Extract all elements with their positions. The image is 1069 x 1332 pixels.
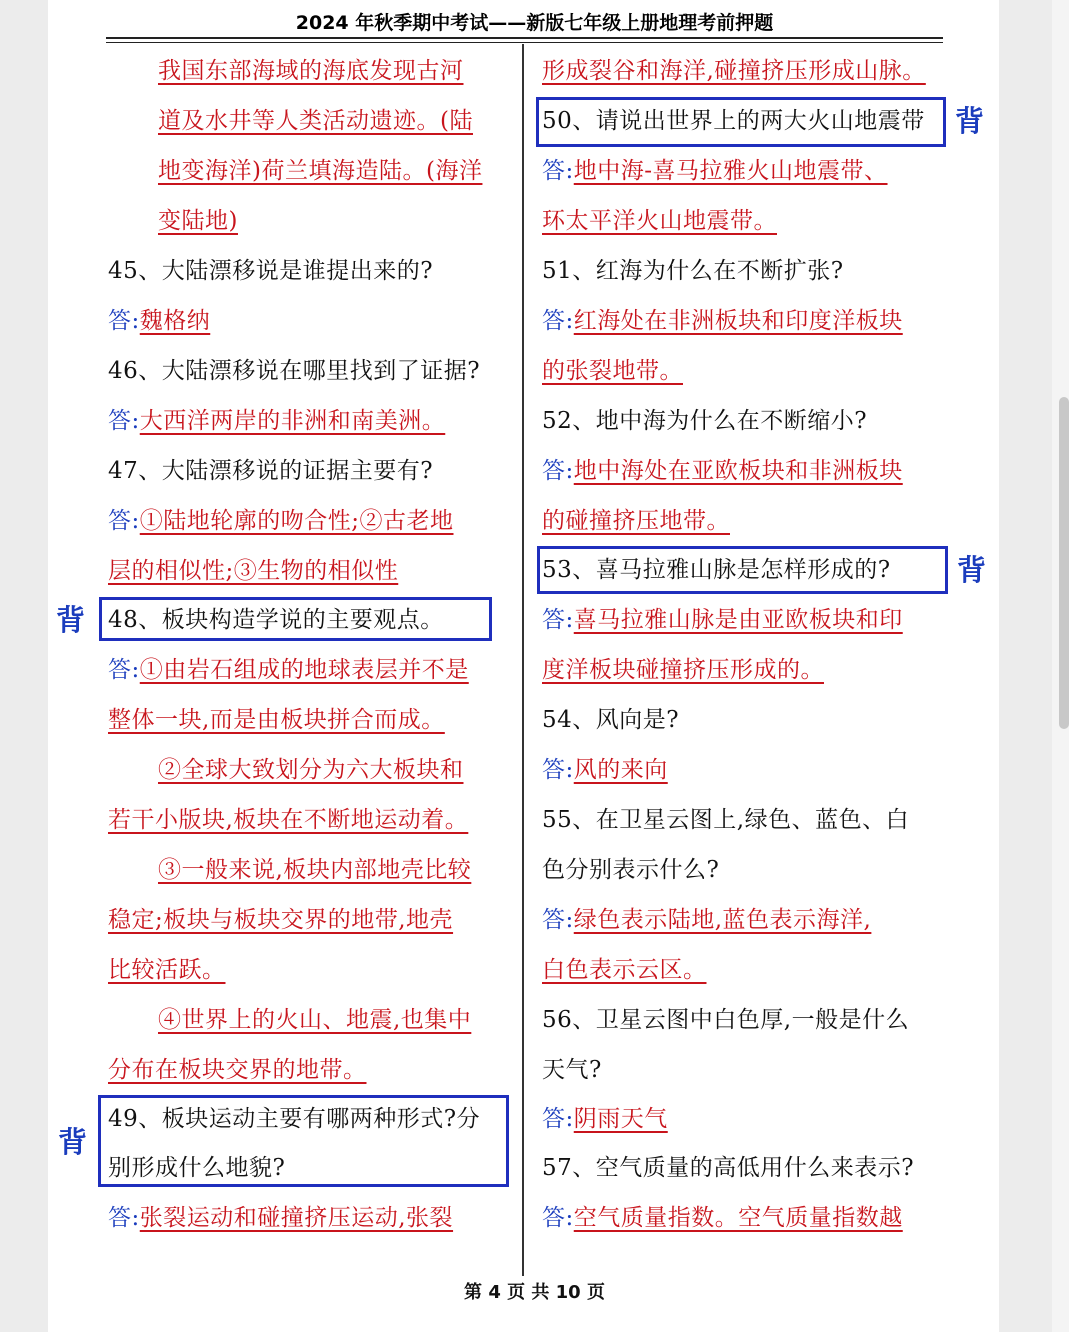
- answer-row-57: [542, 1200, 903, 1236]
- question-49-line-2: 别形成什么地貌?: [108, 1155, 286, 1181]
- question-50: 50、请说出世界上的两大火山地震带: [542, 108, 925, 134]
- answer-label: 答:: [542, 458, 574, 484]
- question-46: 46、大陆漂移说在哪里找到了证据?: [108, 358, 481, 384]
- answer-label: 答:: [108, 308, 140, 334]
- answer-row-46: [108, 403, 445, 439]
- answer-label: 答:: [108, 657, 140, 683]
- answer-48-line-6: 稳定;板块与板块交界的地带,地壳: [108, 907, 454, 933]
- answer-48-line-2: 整体一块,而是由板块拼合而成。: [108, 707, 445, 733]
- header-rule-thick: [106, 37, 943, 39]
- question-55-line-1: 55、在卫星云图上,绿色、蓝色、白: [542, 807, 910, 833]
- answer-label: 答:: [108, 508, 140, 534]
- answer-row-48: [108, 652, 469, 688]
- question-48: 48、板块构造学说的主要观点。: [108, 607, 444, 633]
- answer-label: 答:: [542, 158, 574, 184]
- answer-label: 答:: [542, 907, 574, 933]
- answer-label: 答:: [108, 408, 140, 434]
- header-rule-thin: [106, 42, 943, 43]
- answer-55-line-2: 白色表示云区。: [542, 957, 707, 983]
- answer-56: 阴雨天气: [573, 1106, 668, 1132]
- question-52: 52、地中海为什么在不断缩小?: [542, 408, 868, 434]
- answer-row-56: [542, 1101, 668, 1137]
- answer-row-51: [542, 303, 903, 339]
- question-55-line-2: 色分别表示什么?: [542, 857, 720, 883]
- answer-label: 答:: [542, 757, 574, 783]
- answer-row-54: [542, 752, 668, 788]
- answer-row-50: [542, 153, 888, 189]
- answer-51-line-2: 的张裂地带。: [542, 358, 683, 384]
- memorize-mark: 背: [58, 1125, 88, 1159]
- answer-label: 答:: [542, 308, 574, 334]
- answer-54: 风的来向: [573, 757, 668, 783]
- answer-48-line-3: ②全球大致划分为六大板块和: [158, 757, 464, 783]
- answer-label: 答:: [542, 1106, 574, 1132]
- answer-45: 魏格纳: [139, 308, 211, 334]
- question-56-line-1: 56、卫星云图中白色厚,一般是什么: [542, 1007, 910, 1033]
- question-47: 47、大陆漂移说的证据主要有?: [108, 458, 434, 484]
- answer-label: 答:: [542, 607, 574, 633]
- answer-row-47: [108, 503, 454, 539]
- answer-row-52: [542, 453, 903, 489]
- answer-row-55: [542, 902, 871, 938]
- answer-label: 答:: [542, 1205, 574, 1231]
- answer-47-line-1: ①陆地轮廓的吻合性;②古老地: [139, 508, 454, 534]
- answer-47-line-2: 层的相似性;③生物的相似性: [108, 558, 399, 584]
- answer-48-line-7: 比较活跃。: [108, 957, 226, 983]
- page-number-footer: 第 4 页 共 10 页: [464, 1282, 605, 1303]
- question-45: 45、大陆漂移说是谁提出来的?: [108, 258, 434, 284]
- memorize-mark: 背: [957, 553, 987, 587]
- answer-row-49: [108, 1200, 453, 1236]
- scrollbar-thumb[interactable]: [1059, 397, 1069, 729]
- answer-48-line-1: ①由岩石组成的地球表层并不是: [139, 657, 469, 683]
- answer-44-line-3: 地变海洋)荷兰填海造陆。(海洋: [158, 158, 483, 184]
- answer-51-line-1: 红海处在非洲板块和印度洋板块: [573, 308, 903, 334]
- question-53: 53、喜马拉雅山脉是怎样形成的?: [542, 557, 891, 583]
- answer-46: 大西洋两岸的非洲和南美洲。: [139, 408, 446, 434]
- answer-row-53: [542, 602, 903, 638]
- answer-row-45: [108, 303, 210, 339]
- answer-49-line-2: 形成裂谷和海洋,碰撞挤压形成山脉。: [542, 58, 926, 84]
- answer-50-line-2: 环太平洋火山地震带。: [542, 208, 777, 234]
- question-56-line-2: 天气?: [542, 1057, 602, 1083]
- question-51: 51、红海为什么在不断扩张?: [542, 258, 844, 284]
- answer-49-line-1: 张裂运动和碰撞挤压运动,张裂: [139, 1205, 454, 1231]
- question-54: 54、风向是?: [542, 707, 680, 733]
- answer-44-line-2: 道及水井等人类活动遗迹。(陆: [158, 108, 473, 134]
- answer-label: 答:: [108, 1205, 140, 1231]
- answer-53-line-1: 喜马拉雅山脉是由亚欧板块和印: [573, 607, 903, 633]
- answer-48-line-4: 若干小版块,板块在不断地运动着。: [108, 807, 469, 833]
- answer-53-line-2: 度洋板块碰撞挤压形成的。: [542, 657, 824, 683]
- answer-57-line-1: 空气质量指数。空气质量指数越: [573, 1205, 903, 1231]
- answer-48-line-9: 分布在板块交界的地带。: [108, 1057, 367, 1083]
- answer-52-line-1: 地中海处在亚欧板块和非洲板块: [573, 458, 903, 484]
- memorize-mark: 背: [56, 603, 86, 637]
- answer-48-line-8: ④世界上的火山、地震,也集中: [158, 1007, 472, 1033]
- answer-44-line-4: 变陆地): [158, 208, 238, 234]
- answer-50-line-1: 地中海-喜马拉雅火山地震带、: [573, 158, 888, 184]
- page-header-title: 2024 年秋季期中考试——新版七年级上册地理考前押题: [295, 12, 774, 34]
- column-divider: [522, 44, 524, 1276]
- question-57: 57、空气质量的高低用什么来表示?: [542, 1155, 915, 1181]
- answer-55-line-1: 绿色表示陆地,蓝色表示海洋,: [573, 907, 872, 933]
- answer-44-line-1: 我国东部海域的海底发现古河: [158, 58, 464, 84]
- question-49-line-1: 49、板块运动主要有哪两种形式?分: [108, 1106, 481, 1132]
- memorize-mark: 背: [955, 104, 985, 138]
- answer-48-line-5: ③一般来说,板块内部地壳比较: [158, 857, 472, 883]
- answer-52-line-2: 的碰撞挤压地带。: [542, 508, 730, 534]
